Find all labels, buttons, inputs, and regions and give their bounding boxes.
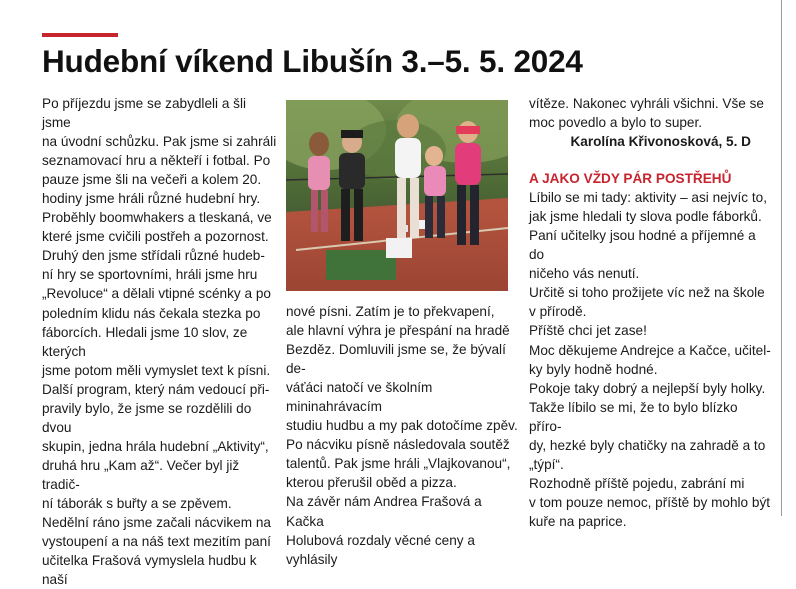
text-line: Nedělní ráno jsme začali nácvikem na	[42, 515, 271, 531]
text-line: učitelka Frašová vymyslela hudbu k naší	[42, 553, 257, 588]
text-line: Rozhodně příště pojedu, zabrání mi	[529, 475, 745, 491]
text-line: kuře na paprice.	[529, 513, 627, 529]
text-line: ní hry se sportovními, hráli jsme hru	[42, 267, 258, 283]
text-line: v přírodě.	[529, 304, 587, 320]
text-line: Moc děkujeme Andrejce a Kačce, učitel-	[529, 342, 771, 358]
text-line: kterou přerušil oběd a pizza.	[286, 475, 457, 491]
text-line: „týpí“.	[529, 456, 564, 472]
text-line: Holubová rozdaly věcné ceny a vyhlásily	[286, 532, 475, 567]
text-line: Příště chci jet zase!	[529, 323, 647, 339]
text-line: Další program, který nám vedoucí při-	[42, 381, 270, 397]
page-edge-line	[781, 0, 782, 516]
text-line: Bezděz. Domluvili jsme se, že bývalí de-	[286, 342, 506, 377]
text-line: talentů. Pak jsme hráli „Vlajkovanou“,	[286, 456, 511, 472]
text-line: jak jsme hledali ty slova podle fáborků.	[529, 209, 762, 225]
text-line: nové písni. Zatím je to překvapení,	[286, 304, 495, 319]
text-line: Po příjezdu jsme se zabydleli a šli jsme	[42, 96, 246, 131]
text-line: ní táborák s buřty a se zpěvem.	[42, 495, 232, 511]
text-line: ničeho vás nenutí.	[529, 266, 640, 282]
article-column-2	[286, 302, 522, 569]
text-line: v tom pouze nemoc, příště by mohlo být	[529, 494, 771, 510]
text-line: Proběhly boomwhakers a tleskaná, ve	[42, 210, 272, 226]
article-title: Hudební víkend Libušín 3.–5. 5. 2024	[42, 43, 583, 79]
text-line: jsme potom měli vymyslet text k písni.	[42, 362, 271, 378]
article-column-3	[529, 94, 773, 531]
text-line: skupin, jedna hrála hudební „Aktivity“,	[42, 438, 269, 454]
text-line: „Revoluce“ a dělali vtipné scénky a po	[42, 286, 271, 302]
text-line: vítěze. Nakonec vyhráli všichni. Vše se	[529, 96, 764, 111]
text-line: hodiny jsme hráli různé hudební hry.	[42, 191, 261, 207]
text-line: fáborcích. Hledali jsme 10 slov, ze kterých	[42, 324, 248, 359]
text-line: moc povedlo a bylo to super.	[529, 115, 703, 131]
text-line: studiu hudbu a my pak dotočíme zpěv.	[286, 418, 518, 434]
text-line: dy, hezké byly chatičky na zahradě a to	[529, 437, 766, 453]
text-line: Určitě si toho prožijete víc než na škole	[529, 285, 765, 301]
text-line: Takže líbilo se mi, že to bylo blízko příro-	[529, 399, 738, 434]
text-line: které jsme cvičili postřeh a pozornost.	[42, 229, 269, 245]
text-line: druhá hru „Kam až“. Večer byl již tradič-	[42, 457, 240, 492]
article-column-1	[42, 94, 278, 589]
text-line: Paní učitelky jsou hodné a příjemné a do	[529, 228, 756, 263]
text-line: Po nácviku písně následovala soutěž	[286, 437, 510, 453]
text-line: Druhý den jsme střídali různé hudeb-	[42, 248, 265, 264]
text-line: seznamovací hru a někteří i fotbal. Po	[42, 153, 271, 169]
text-line: ky byly hodně hodné.	[529, 361, 658, 377]
text-line: Pokoje taky dobrý a nejlepší byly holky.	[529, 380, 766, 396]
text-line: Na závěr nám Andrea Frašová a Kačka	[286, 494, 482, 529]
text-line: ale hlavní výhra je přespání na hradě	[286, 323, 510, 339]
text-line: vystoupení a na náš text mezitím paní	[42, 534, 271, 550]
accent-rule	[42, 33, 118, 37]
text-line: pauze jsme šli na večeři a kolem 20.	[42, 172, 262, 188]
article-photo	[286, 100, 508, 291]
text-line: poledním klidu nás čekala stezka po	[42, 305, 261, 321]
text-line: pravily bylo, že jsme se rozdělili do dvou	[42, 400, 252, 435]
text-line: váťáci natočí ve školním mininahrávacím	[286, 380, 433, 415]
text-line: Líbilo se mi tady: aktivity – asi nejvíc to,	[529, 190, 767, 206]
text-line: na úvodní schůzku. Pak jsme si zahráli	[42, 134, 277, 150]
author-signature: Karolína Křivonosková, 5. D	[570, 134, 751, 150]
sidebar-heading: A JAKO VŽDY PÁR POSTŘEHŮ	[529, 171, 732, 187]
